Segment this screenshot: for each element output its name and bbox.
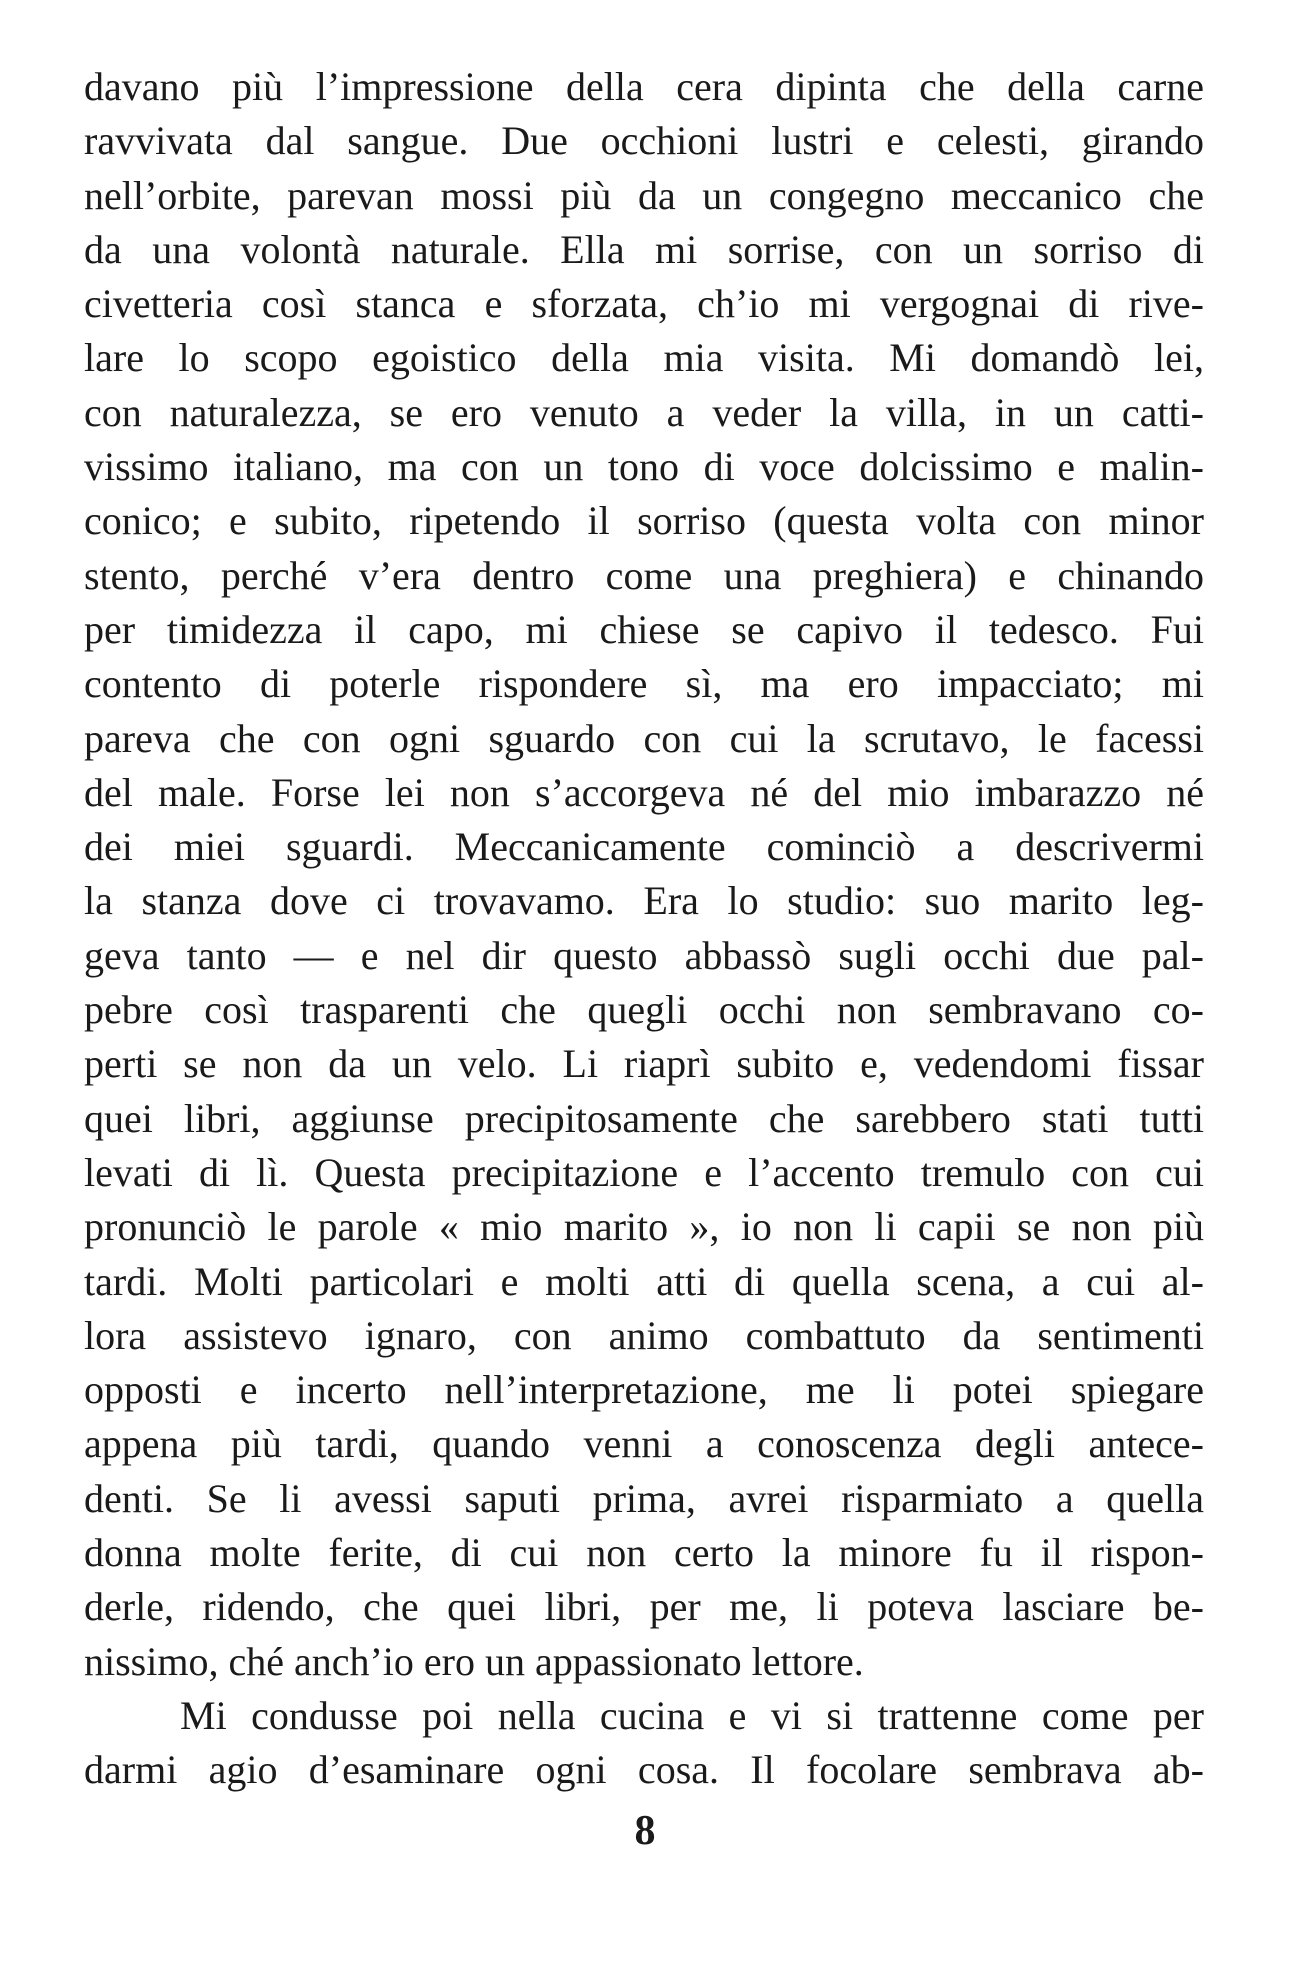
text-line: nell’orbite, parevan mossi più da un congegno meccanico che	[84, 172, 1204, 218]
text-line: del male. Forse lei non s’accorgeva né del mio imbarazzo né	[84, 769, 1204, 815]
paragraph-start-line: Mi condusse poi nella cucina e vi si trattenne come per	[180, 1692, 1204, 1738]
text-line: dei miei sguardi. Meccanicamente cominciò a descrivermi	[84, 824, 1204, 870]
text-line: tardi. Molti particolari e molti atti di quella scena, a cui al-	[84, 1258, 1204, 1304]
text-line: geva tanto — e nel dir questo abbassò sugli occhi due pal-	[84, 932, 1204, 978]
text-line: stento, perché v’era dentro come una preghiera) e chinando	[84, 552, 1204, 598]
text-line: pronunciò le parole « mio marito », io non li capii se non più	[84, 1204, 1204, 1250]
text-line: lora assistevo ignaro, con animo combattuto da sentimenti	[84, 1312, 1204, 1358]
text-line: contento di poterle rispondere sì, ma ero impacciato; mi	[84, 661, 1204, 707]
text-line: perti se non da un velo. Li riaprì subito e, vedendomi fissar	[84, 1041, 1204, 1087]
text-line: davano più l’impressione della cera dipinta che della carne	[84, 64, 1204, 109]
text-line: pebre così trasparenti che quegli occhi non sembravano co-	[84, 987, 1204, 1033]
text-line: lare lo scopo egoistico della mia visita. Mi domandò lei,	[84, 335, 1204, 381]
text-line: denti. Se li avessi saputi prima, avrei risparmiato a quella	[84, 1475, 1204, 1521]
text-line: pareva che con ogni sguardo con cui la scrutavo, le facessi	[84, 715, 1204, 761]
text-line: con naturalezza, se ero venuto a veder la villa, in un catti-	[84, 389, 1204, 435]
text-line: quei libri, aggiunse precipitosamente che sarebbero stati tutti	[84, 1095, 1204, 1141]
text-line: per timidezza il capo, mi chiese se capivo il tedesco. Fui	[84, 606, 1204, 652]
text-line: nissimo, ché anch’io ero un appassionato lettore.	[84, 1638, 864, 1684]
text-line: derle, ridendo, che quei libri, per me, li poteva lasciare be-	[84, 1584, 1204, 1630]
text-line: la stanza dove ci trovavamo. Era lo studio: suo marito leg-	[84, 878, 1204, 924]
text-line: vissimo italiano, ma con un tono di voce dolcissimo e malin-	[84, 444, 1204, 490]
text-line: opposti e incerto nell’interpretazione, me li potei spiegare	[84, 1367, 1204, 1413]
text-line: da una volontà naturale. Ella mi sorrise, con un sorriso di	[84, 226, 1204, 272]
text-line: civetteria così stanca e sforzata, ch’io mi vergognai di rive-	[84, 281, 1204, 327]
page-number: 8	[634, 1808, 656, 1854]
text-line: appena più tardi, quando venni a conoscenza degli antece-	[84, 1421, 1204, 1467]
body-text	[84, 60, 1204, 1798]
text-line: conico; e subito, ripetendo il sorriso (questa volta con minor	[84, 498, 1204, 544]
text-line: donna molte ferite, di cui non certo la minore fu il rispon-	[84, 1530, 1204, 1576]
text-line: ravvivata dal sangue. Due occhioni lustri e celesti, girando	[84, 118, 1204, 164]
text-line: levati di lì. Questa precipitazione e l’accento tremulo con cui	[84, 1149, 1204, 1195]
text-line: darmi agio d’esaminare ogni cosa. Il focolare sembrava ab-	[84, 1747, 1204, 1793]
